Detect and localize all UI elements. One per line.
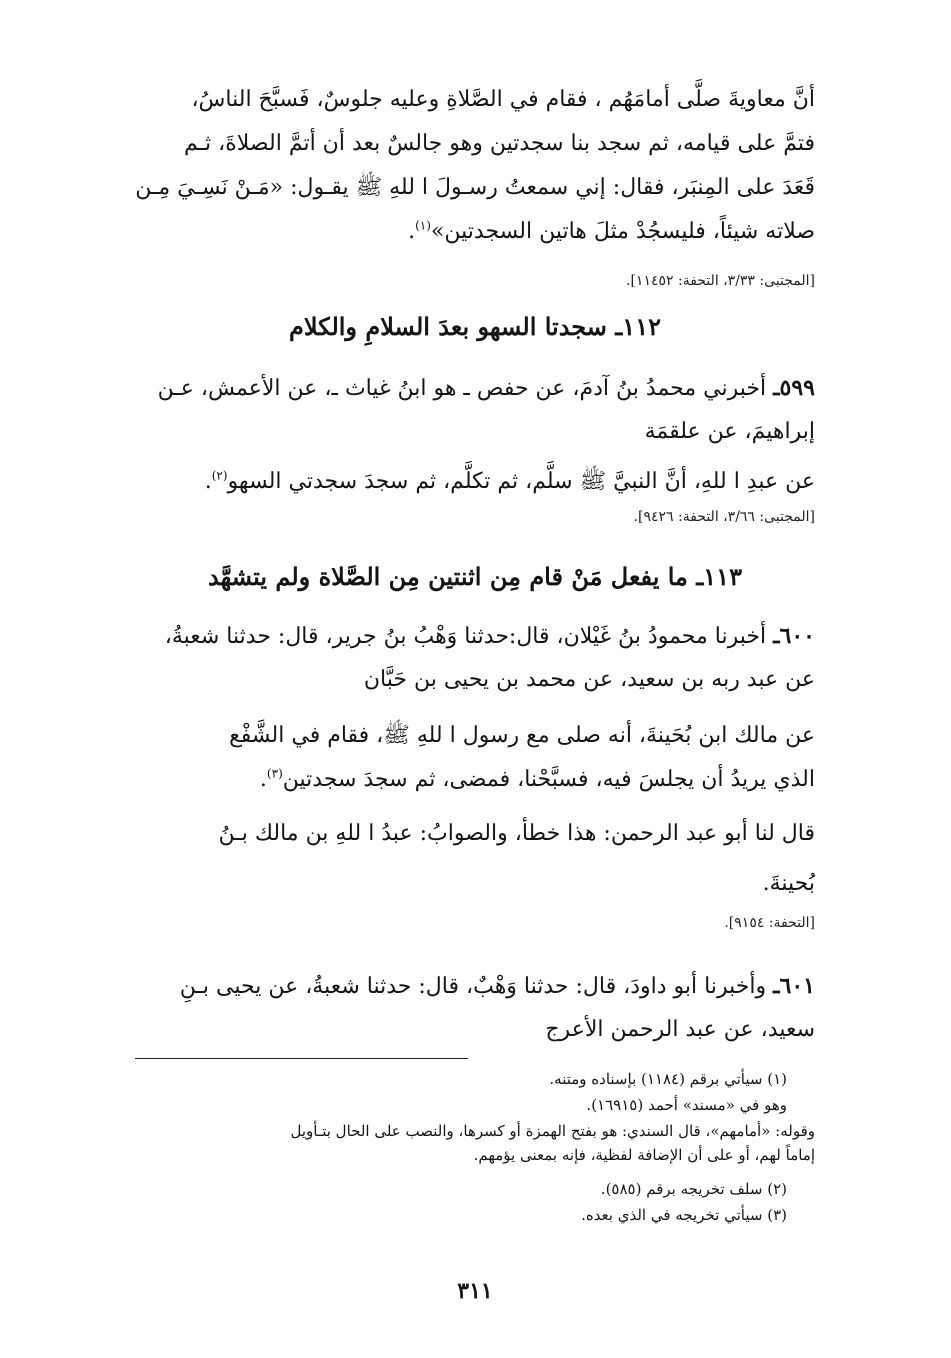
- hadith-isnad: [135, 964, 815, 1009]
- text-line-content: صلاته شيئاً، فليسجُدْ مثلَ هاتين السجدتين»: [430, 219, 815, 244]
- text-line: أنَّ معاويةَ صلَّى أمامَهُم ، فقام في الصَّلاةِ وعليه جلوسٌ، فَسبَّحَ الناسُ،: [191, 87, 815, 112]
- hadith-number: ٦٠٠ـ: [773, 623, 815, 649]
- footnote-marker: (٢): [211, 468, 228, 483]
- footnote: إماماً لهم، أو على أن الإضافة لفظية، فإنه بمعنى يؤمهم.: [473, 1146, 815, 1164]
- footnote-marker: (٣): [266, 766, 283, 781]
- text-line: عن عبد ربه بن سعيد، عن محمد بن يحيى بن حَبَّان: [363, 667, 815, 692]
- footnote-marker: (١): [415, 218, 431, 233]
- hadith-isnad: [135, 366, 815, 411]
- isnad-text: أخبرنا محمودُ بنُ غَيْلان، قال:حدثنا وَهْبُ بنُ جرير، قال: حدثنا شعبةُ،: [164, 624, 767, 649]
- matn-text: الذي يريدُ أن يجلسَ فيه، فسبَّحْنا، فمضى، ثم سجدَ سجدتين: [282, 767, 815, 792]
- matn-text: عن عبدِ ا للهِ، أنَّ النبيَّ ﷺ سلَّم، ثم تكلَّم، ثم سجدَ سجدتي السهو: [227, 469, 815, 494]
- chapter-heading: ١١٢ـ سجدتا السهو بعدَ السلامِ والكلام: [289, 312, 661, 341]
- hadith-matn: عن مالك ابن بُحَينةَ، أنه صلى مع رسول ا للهِ ﷺ، فقام في الشَّفْع: [229, 723, 815, 748]
- book-page: [135, 78, 815, 1318]
- isnad-text: أخبرني محمدُ بنُ آدمَ، عن حفص ـ هو ابنُ غياث ـ، عن الأعمش، عـن: [157, 376, 767, 401]
- text-line: سعيد، عن عبد الرحمن الأعرج: [545, 1017, 815, 1042]
- isnad-text: وأخبرنا أبو داودَ، قال: حدثنا وَهْبٌ، قال: حدثنا شعبةُ، عن يحيى بـنِ: [179, 974, 767, 999]
- author-comment: بُحينةَ.: [762, 871, 815, 896]
- footnote: (٣) سيأتي تخريجه في الذي بعده.: [581, 1206, 787, 1224]
- hadith-isnad: [135, 614, 815, 659]
- text-line: إبراهيمَ، عن علقمَة: [644, 419, 815, 444]
- footnote-separator: [135, 1058, 468, 1059]
- footnote: وقوله: «أمامهم»، قال السندي: هو بفتح الهمزة أو كسرها، والنصب على الحال بتـأويل: [290, 1122, 815, 1140]
- text-line: صلاته شيئاً، فليسجُدْ مثلَ هاتين السجدتين»$^{(١)}$.: [408, 218, 815, 244]
- chapter-heading: ١١٣ـ ما يفعل مَنْ قام مِن اثنتين مِن الصَّلاة ولم يتشهَّد: [208, 562, 742, 591]
- text-line: فتمَّ على قيامه، ثم سجد بنا سجدتين وهو جالسٌ بعد أن أتمَّ الصلاةَ، ثـم: [183, 131, 815, 156]
- footnote: وهو في «مسند» أحمد (١٦٩١٥).: [586, 1096, 787, 1114]
- reference-note: [التحفة: ٩١٥٤].: [724, 915, 815, 931]
- text-line: قَعَدَ على المِنبَر، فقال: إني سمعتُ رسـولَ ا للهِ ﷺ يقـول: «مَـنْ نَسِـيَ مِـن: [135, 175, 815, 200]
- hadith-number: ٦٠١ـ: [773, 973, 815, 999]
- footnote: (١) سيأتي برقم (١١٨٤) بإسناده ومتنه.: [549, 1070, 787, 1088]
- reference-note: [المجتبى: ٣/٣٣، التحفة: ١١٤٥٢].: [626, 273, 815, 289]
- footnote: (٢) سلف تخريجه برقم (٥٨٥).: [600, 1180, 787, 1198]
- reference-note: [المجتبى: ٣/٦٦، التحفة: ٩٤٢٦].: [633, 509, 815, 525]
- author-comment: قال لنا أبو عبد الرحمن: هذا خطأ، والصوابُ: عبدُ ا للهِ بن مالك بـنُ: [218, 821, 815, 846]
- hadith-number: ٥٩٩ـ: [773, 375, 815, 401]
- page-number: ٣١١: [457, 1278, 493, 1304]
- hadith-matn: عن عبدِ ا للهِ، أنَّ النبيَّ ﷺ سلَّم، ثم تكلَّم، ثم سجدَ سجدتي السهو$^{(٢)}$.: [204, 468, 815, 494]
- hadith-matn: الذي يريدُ أن يجلسَ فيه، فسبَّحْنا، فمضى، ثم سجدَ سجدتين$^{(٣)}$.: [259, 766, 815, 792]
